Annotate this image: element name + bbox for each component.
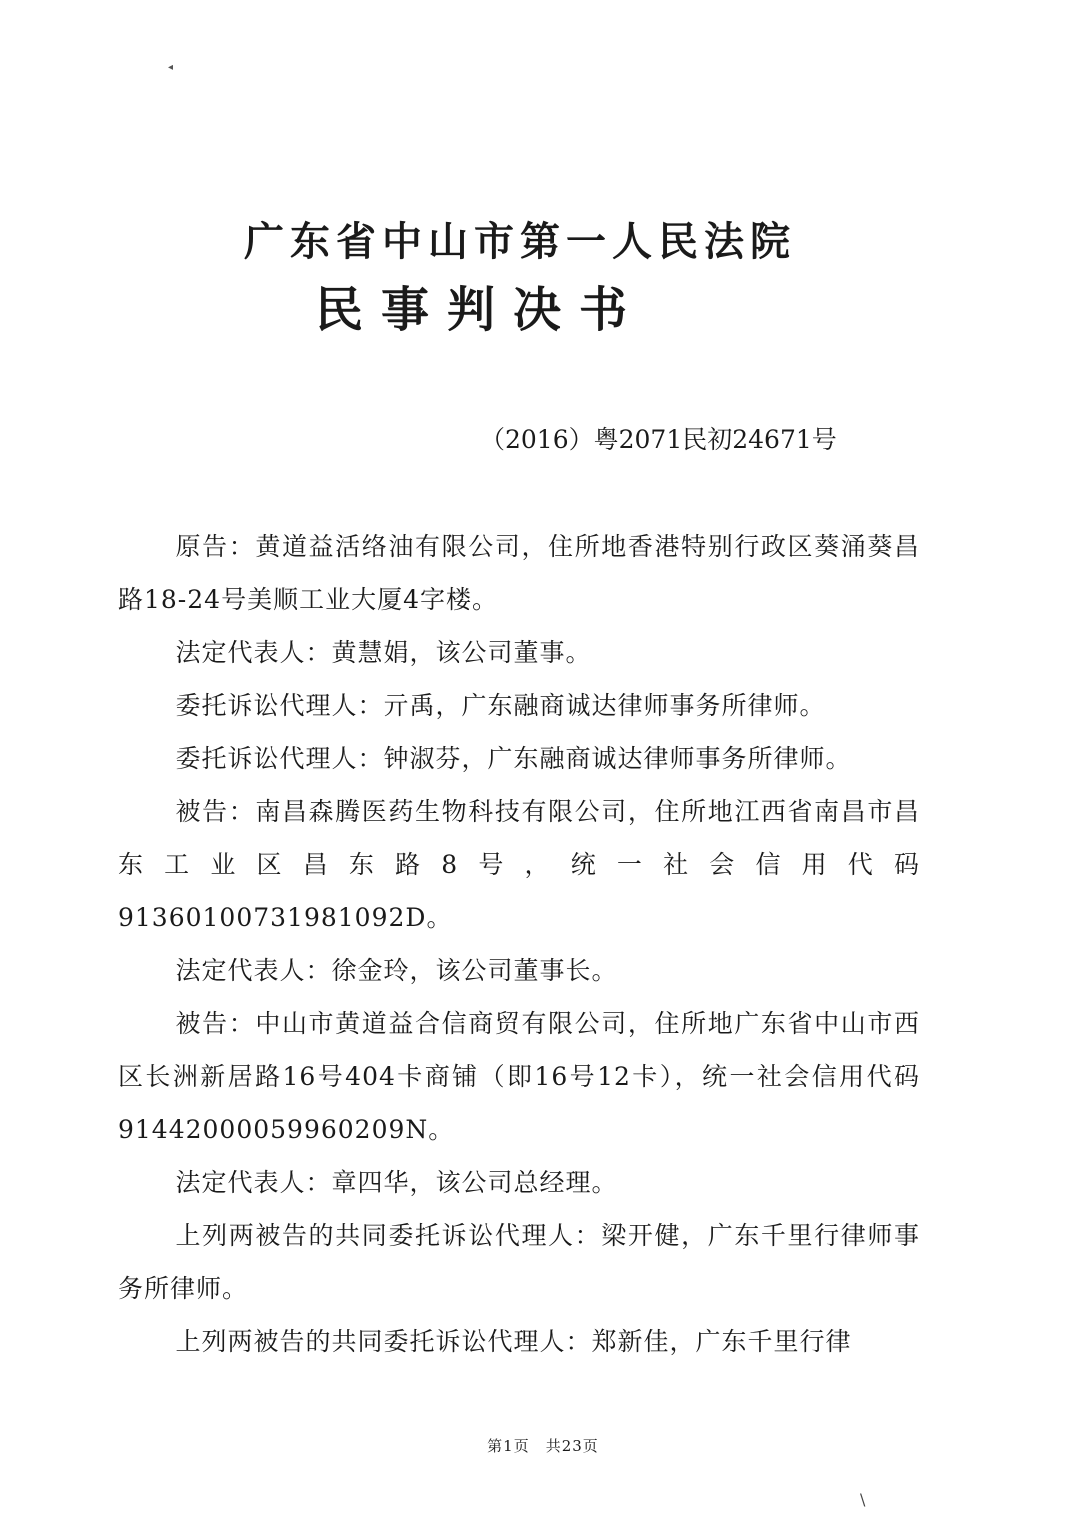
judgment-body	[118, 520, 920, 1368]
defendants-joint-agent-1: 上列两被告的共同委托诉讼代理人：梁开健，广东千里行律师事务所律师。	[118, 1221, 920, 1303]
court-name: 广东省中山市第一人民法院	[244, 218, 796, 265]
defendant-1-paragraph: 被告：南昌森腾医药生物科技有限公司，住所地江西省南昌市昌东工业区昌东路8号，统一社会信用代码	[118, 797, 920, 879]
plaintiff-legal-rep: 法定代表人：黄慧娟，该公司董事。	[175, 638, 592, 667]
scan-mark-bottom: \	[860, 1490, 866, 1509]
defendant-1-credit-code: 91360100731981092D。	[118, 903, 453, 932]
defendants-joint-agent-2: 上列两被告的共同委托诉讼代理人：郑新佳，广东千里行律	[175, 1327, 852, 1356]
defendant-2-legal-rep: 法定代表人：章四华，该公司总经理。	[175, 1168, 618, 1197]
document-type-title: 民事判决书	[314, 282, 645, 338]
plaintiff-agent-2: 委托诉讼代理人：钟淑芬，广东融商诚达律师事务所律师。	[175, 744, 852, 773]
defendant-2-paragraph: 被告：中山市黄道益合信商贸有限公司，住所地广东省中山市西区长洲新居路16号404卡商铺（即16号12卡），统一社会信用代码91442000059960209N。	[118, 1009, 920, 1144]
plaintiff-agent-1: 委托诉讼代理人：亓禹，广东融商诚达律师事务所律师。	[175, 691, 826, 720]
page-footer: 第1页 共23页	[487, 1437, 599, 1455]
scan-mark: ◂	[168, 62, 174, 73]
plaintiff-paragraph: 原告：黄道益活络油有限公司，住所地香港特别行政区葵涌葵昌路18-24号美顺工业大厦4字楼。	[118, 532, 920, 614]
case-number: （2016）粤2071民初24671号	[480, 425, 837, 454]
defendant-1-legal-rep: 法定代表人：徐金玲，该公司董事长。	[175, 956, 618, 985]
